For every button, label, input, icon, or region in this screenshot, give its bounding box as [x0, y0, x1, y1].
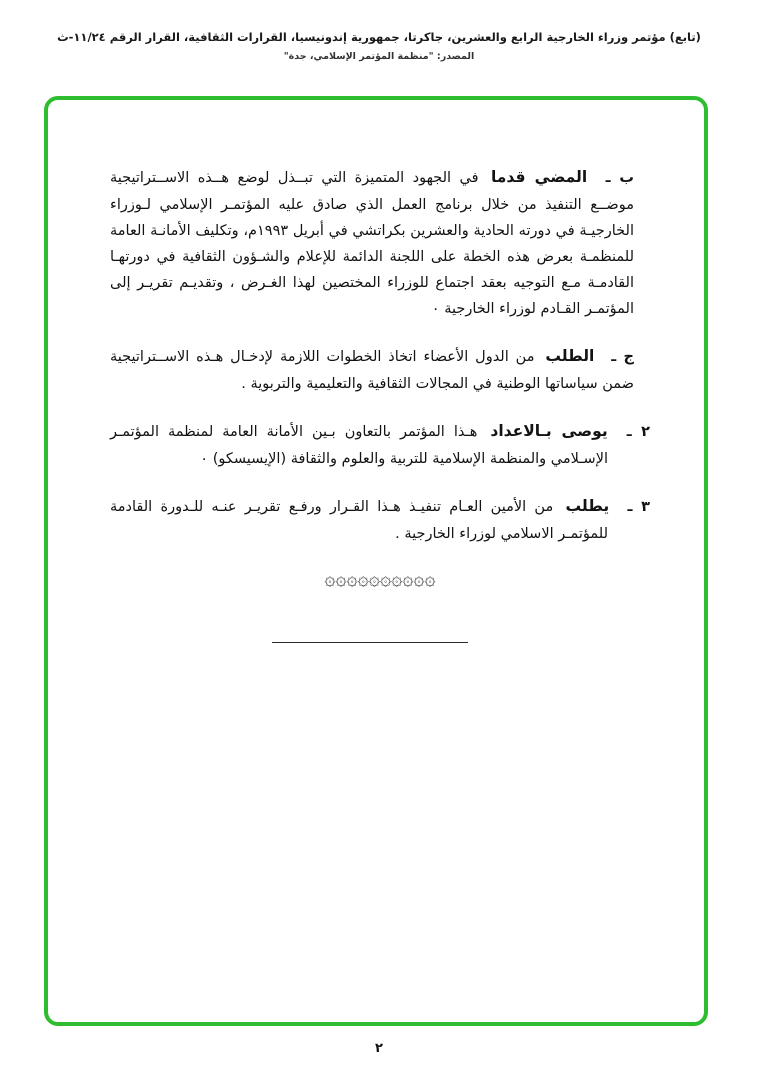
paragraph-item-j: [110, 343, 634, 397]
item-marker-2: ٢ ـ: [626, 424, 650, 441]
document-reference-title: (تابع) مؤتمر وزراء الخارجية الرابع والعشرين، جاكرتا، جمهورية إندونيسيا، القرارات الثقافية، القرار الرقم ١١/٢٤-ث: [57, 30, 701, 44]
document-body: [48, 100, 704, 643]
item-text-b: في الجهود المتميزة التي تبــذل لوضع هــذه الاســتراتيجية موضــع التنفيذ من خلال برنامج العمل الذي صادق عليه المؤتمـر الإسلامي لـوزراء الخارجيـة في دورته الحادية والعشرين بكراتشي في أبريل ١٩٩٣م، وتكليف الأمانـة العامة للمنظمـة بعرض هذه الخطة على اللجنة الدائمة للإعلام والشـؤون الثقافية في دورتهـا القادمـة مـع التوجيه بعقد اجتماع للوزراء المختصين لهذا الغـرض ، وتقديـم تقريـر إلى المؤتمـر القـادم لوزراء الخارجية ٠: [110, 170, 634, 318]
item-lead-2: يوصى بـالاعداد: [490, 422, 608, 441]
item-marker-b: ب ـ: [605, 170, 635, 186]
page-header: [0, 30, 758, 62]
item-lead-j: الطلب: [545, 347, 595, 366]
item-marker-3: ٣ ـ: [627, 499, 650, 516]
item-lead-b: المضي قدما: [490, 168, 588, 186]
paragraph-item-3: [110, 493, 650, 547]
paragraph-item-2: [110, 418, 650, 472]
signature-line: [272, 642, 468, 643]
item-marker-j: ج ـ: [611, 349, 634, 366]
item-lead-3: يطلب: [565, 497, 610, 516]
item-text-j: من الدول الأعضاء اتخاذ الخطوات اللازمة لإدخـال هـذه الاســتراتيجية ضمن سياساتها الوطنية في المجالات الثقافية والتعليمية والتربوية .: [110, 349, 634, 393]
document-frame: [44, 96, 708, 1026]
item-text-2: هـذا المؤتمر بالتعاون بـين الأمانة العامة لمنظمة المؤتمـر الإسـلامي والمنظمة الإسلامية للتربية والعلوم والثقافة (الإيسيسكو) ٠: [110, 424, 608, 468]
item-text-3: من الأمين العـام تنفيـذ هـذا القـرار ورفـع تقريـر عنـه للـدورة القادمة للمؤتمـر الاسلامي لوزراء الخارجية .: [110, 499, 608, 543]
page-number: ٢: [375, 1041, 383, 1056]
ornament-divider: ۞۞۞۞۞۞۞۞۞۞: [324, 568, 436, 591]
document-source: المصدر: "منظمة المؤتمر الإسلامي، جدة": [283, 51, 475, 62]
paragraph-item-b: [110, 164, 634, 322]
